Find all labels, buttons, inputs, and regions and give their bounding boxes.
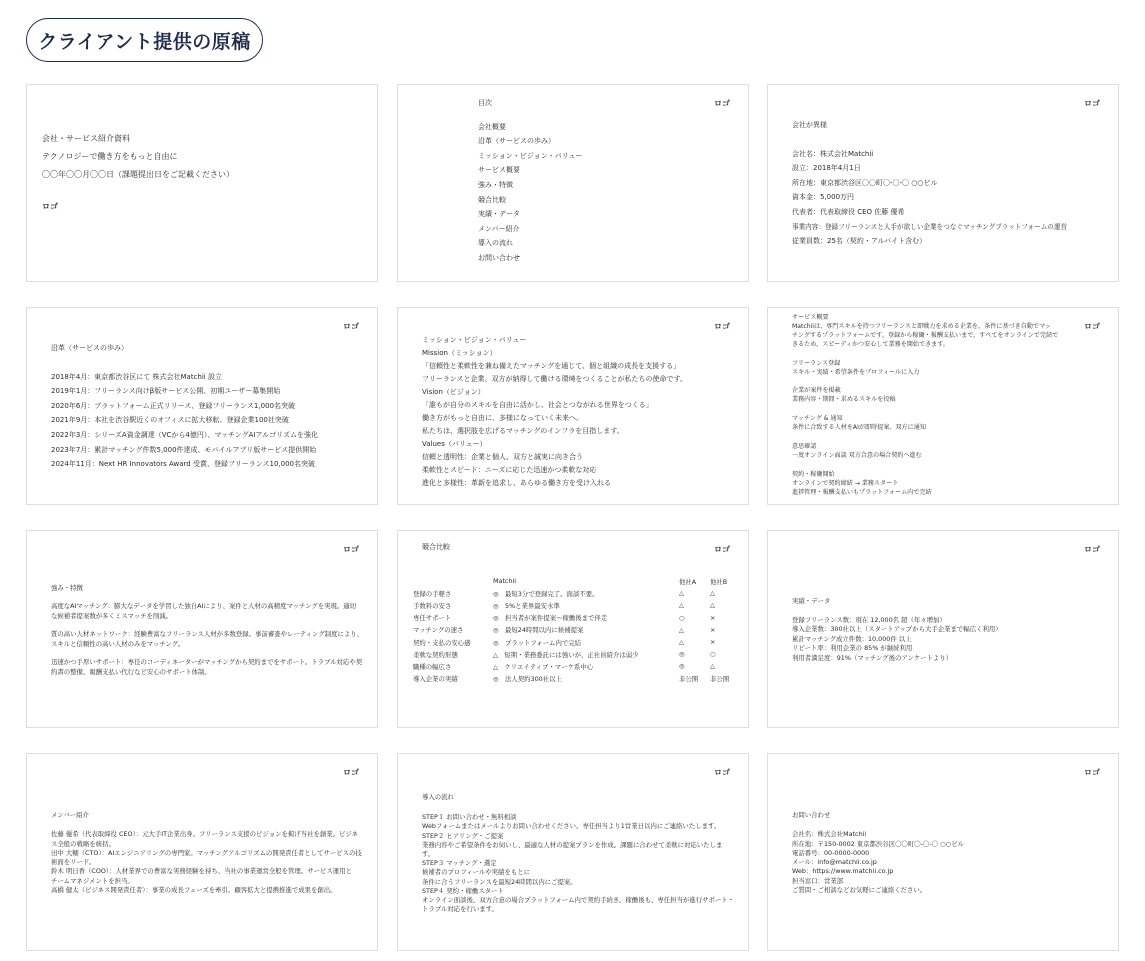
history-line: 2020年6月：プラットフォーム正式リリース、登録フリーランス1,000名突破 [51, 401, 295, 410]
company-line: 所在地：東京都渋谷区〇〇町〇-〇-〇 ○○ビル [792, 178, 938, 187]
contact-line: メール：info@matchii.co.jp [792, 858, 877, 867]
history-line: 2018年4月：東京都渋谷区にて 株式会社Matchii 設立 [51, 372, 222, 381]
toc-item: メンバー紹介 [478, 224, 520, 233]
contact-line: Web：https://www.matchii.co.jp [792, 867, 894, 876]
mvv-line: Vision（ビジョン） [422, 388, 485, 396]
results-line: リピート率：利用企業の 85% が継続利用 [792, 644, 913, 653]
history-line: 2023年7月：累計マッチング件数5,000件達成、モバイルアプリ版サービス提供開始 [51, 445, 317, 454]
results-line: 利用者満足度：91%（マッチング後のアンケートより） [792, 653, 953, 662]
service-intro: きるため、スピーディかつ安心して業務を開始できます。 [792, 340, 949, 348]
table-header: Matchii 他社A 他社B [493, 577, 728, 586]
member-line: 術面をリード。 [51, 858, 96, 867]
table-row: 手数料の安さ ◎ 5%と業界最安水準 △ △ [413, 601, 715, 610]
results-line: 導入企業数：300社以上（スタートアップから大手企業まで幅広く利用） [792, 625, 1002, 634]
slide-contact [767, 753, 1119, 951]
members-heading: メンバー紹介 [51, 811, 89, 819]
service-step-title: 企業が案件を掲載 [792, 387, 841, 395]
service-step-desc: スキル・実績・希望条件をプロフィールに入力 [792, 368, 920, 376]
contact-line: 担当窓口：営業部 [792, 876, 844, 885]
mvv-line: Values（バリュー） [422, 440, 487, 448]
company-line: 代表者：代表取締役 CEO 佐藤 優希 [792, 207, 905, 216]
company-line: 会社名：株式会社Matchii [792, 149, 874, 158]
slide-logo: ロゴ [1084, 545, 1100, 554]
company-line: 設立：2018年4月1日 [792, 164, 861, 173]
service-intro: チングするプラットフォームです。登録から稼働・報酬支払いまで、すべてをオンラインで完結で [792, 331, 1059, 339]
mvv-line: 柔軟性とスピード：ニーズに応じた迅速かつ柔軟な対応 [422, 466, 597, 474]
flow-line: す。 [422, 850, 435, 859]
member-line: 鈴木 明日香（COO）：人材業界での豊富な実務経験を持ち、当社の事業運営全般を管理。サービス運用と [51, 867, 352, 876]
service-step-title: 契約・稼働開始 [792, 470, 835, 478]
page-title: クライアント提供の原稿 [26, 18, 263, 62]
toc-item: 導入の流れ [478, 239, 513, 248]
strength-line: 迅速かつ手厚いサポート：専任のコーディネーターがマッチングから契約までをサポート。トラブル対応や契 [51, 658, 363, 666]
mvv-line: 信頼と透明性：企業と個人、双方と誠実に向き合う [422, 453, 583, 461]
company-line: 資本金：5,000万円 [792, 193, 855, 202]
toc-item: ミッション・ビジョン・バリュー [478, 151, 583, 160]
toc-item: 競合比較 [478, 195, 506, 204]
flow-line: STEP２ ヒアリング・ご提案 [422, 831, 504, 840]
table-row: 契約・支払の安心感 ◎ プラットフォーム内で完結 △ × [413, 638, 716, 647]
service-step-desc: 業務内容・期間・求めるスキルを投稿 [792, 396, 896, 404]
mvv-line: 働き方がもっと自由に、多様になっていく未来へ。 [422, 414, 583, 422]
strength-line: スキルと信頼性の高い人材のみをマッチング。 [51, 640, 185, 648]
mvv-line: 進化と多様性：革新を追求し、あらゆる働き方を受け入れる [422, 479, 611, 487]
table-row: 専任サポート ◎ 担当者が案件提案〜稼働後まで伴走 ○ × [413, 613, 716, 623]
toc-item: サービス概要 [478, 166, 520, 175]
flow-line: 業務内容やご希望条件をお伺いし、最適な人材の提案プランを作成。課題に合わせて柔軟に対応いたしま [422, 840, 723, 849]
slide-strengths [26, 530, 378, 728]
toc-item: 会社概要 [478, 122, 506, 131]
company-line: 事業内容：登録フリーランスと人手が欲しい企業をつなぐマッチングプラットフォームの運営 [792, 222, 1068, 231]
flow-line: STEP１ お問い合わせ・無料相談 [422, 813, 517, 822]
slide-logo: ロゴ [714, 768, 730, 777]
strength-line: 約書の整備、報酬支払い代行など安心のサポート体制。 [51, 668, 211, 676]
flow-line: Webフォームまたはメールよりお問い合わせください。専任担当より1営業日以内にご連絡いたします。 [422, 822, 721, 831]
history-heading: 沿革（サービスの歩み） [51, 344, 128, 352]
slide-logo: ロゴ [1084, 99, 1100, 108]
company-heading: 会社が異様 [792, 121, 827, 129]
member-line: チームマネジメントを担当。 [51, 876, 134, 885]
history-line: 2022年3月：シリーズA資金調達（VCから4億円）、マッチングAIアルゴリズムを強化 [51, 430, 318, 439]
strengths-heading: 強み・特徴 [51, 584, 83, 592]
strength-line: 高度なAIマッチング：膨大なデータを学習した独自AIにより、案件と人材の高精度マッチングを実現。適切 [51, 602, 357, 610]
service-step-title: フリーランス登録 [792, 359, 841, 367]
slide-logo: ロゴ [1084, 768, 1100, 777]
mvv-line: ミッション・ビジョン・バリュー [422, 336, 527, 344]
mvv-line: 「誰もが自分のスキルを自由に活かし、社会とつながれる世界をつくる」 [422, 401, 653, 409]
mvv-line: Mission（ミッション） [422, 349, 497, 357]
slide-comparison [397, 530, 749, 728]
contact-line: 会社名：株式会社Matchii [792, 830, 867, 839]
flow-line: 条件に合うフリーランスを最短24時間以内にご提案。 [422, 877, 577, 886]
mvv-line: 私たちは、選択肢を広げるマッチングのインフラを目指します。 [422, 427, 624, 435]
service-step-desc: 条件に合致する人材をAIが即時提案、双方に通知 [792, 424, 926, 432]
comparison-heading: 競合比較 [422, 543, 450, 551]
slide-results [767, 530, 1119, 728]
table-row: 導入企業の実績 ◎ 法人契約300社以上 非公開 非公開 [413, 675, 730, 684]
member-line: 佐藤 優希（代表取締役 CEO）：元大手IT企業出身。フリーランス支援のビジョンを掲げ当社を創業。ビジネ [51, 830, 358, 839]
contact-heading: お問い合わせ [792, 811, 831, 819]
comparison-table [413, 575, 740, 685]
toc-item: 強み・特徴 [478, 180, 513, 189]
slide-logo: ロゴ [343, 768, 359, 777]
service-heading: サービス概要 [792, 314, 829, 321]
results-heading: 実績・データ [792, 597, 831, 605]
history-line: 2021年9月：本社を渋谷駅近くのオフィスに拡大移転、登録企業100社突破 [51, 416, 289, 425]
table-row: 登録の手軽さ ◎ 最短3分で登録完了。面談不要。 △ △ [413, 589, 715, 598]
flow-line: 候補者のプロフィールや実績をもとに [422, 868, 530, 877]
flow-line: トラブル対応を行います。 [422, 905, 498, 914]
slide-logo: ロゴ [714, 545, 730, 554]
flow-heading: 導入の流れ [422, 793, 454, 801]
contact-line: ご質問・ご相談などお気軽にご連絡ください。 [792, 886, 927, 895]
toc-item: 沿革（サービスの歩み） [478, 137, 555, 146]
slide-logo: ロゴ [714, 99, 730, 108]
service-step-desc: オンラインで契約締結 → 業務スタート [792, 479, 899, 487]
strength-line: な候補者提案数が多くミスマッチを削減。 [51, 612, 173, 620]
strength-line: 質の高い人材ネットワーク：経験豊富なフリーランス人材が多数登録。事前審査やレーティング制度により、 [51, 630, 364, 638]
contact-line: 所在地：〒150-0002 東京都渋谷区〇〇町〇-〇-〇 ○○ビル [792, 839, 965, 848]
flow-line: STEP４ 契約・稼働スタート [422, 886, 504, 895]
company-line: 従業員数：25名（契約・アルバイト含む） [792, 237, 927, 246]
slide-logo: ロゴ [343, 322, 359, 331]
cover-date: 〇〇年〇〇月〇〇日（課題提出日をご記載ください） [42, 170, 234, 179]
toc-item: お問い合わせ [478, 253, 520, 262]
mvv-line: フリーランスと企業、双方が納得して働ける環境をつくることが私たちの使命です。 [422, 375, 687, 383]
results-line: 登録フリーランス数：現在 12,000名 超（年々増加） [792, 615, 946, 624]
slide-members [26, 753, 378, 951]
cover-subtitle: テクノロジーで働き方をもっと自由に [42, 152, 178, 161]
results-line: 累計マッチング成立件数：10,000件 以上 [792, 634, 912, 643]
flow-line: オンライン面談後、双方合意の場合プラットフォーム内で契約手続き。稼働後も、専任担当が進行サポート・ [422, 896, 735, 905]
slide-logo: ロゴ [1084, 322, 1100, 331]
slide-service [767, 307, 1119, 505]
cover-title: 会社・サービス紹介資料 [42, 134, 130, 143]
member-line: ス全般の戦略を統括。 [51, 839, 115, 848]
table-row: マッチングの速さ ◎ 最短24時間以内に候補提案 △ × [413, 625, 716, 635]
slide-logo: ロゴ [343, 545, 359, 554]
contact-line: 電話番号：00-0000-0000 [792, 848, 870, 857]
service-step-desc: 一度オンライン面談 双方合意の場合契約へ進む [792, 451, 922, 459]
flow-line: STEP３ マッチング・選定 [422, 859, 497, 868]
slide-cover [26, 84, 378, 282]
toc-item: 実績・データ [478, 210, 520, 219]
history-line: 2024年11月：Next HR Innovators Award 受賞、登録フリーランス10,000名突破 [51, 460, 315, 469]
slide-mission [397, 307, 749, 505]
slide-company [767, 84, 1119, 282]
member-line: 高橋 健太（ビジネス開発責任者）：事業の成長フェーズを牽引。顧客拡大と提携推進で成果を創出。 [51, 886, 337, 895]
slide-history [26, 307, 378, 505]
slide-flow [397, 753, 749, 951]
history-line: 2019年1月：フリーランス向けβ版サービス公開、初期ユーザー募集開始 [51, 387, 281, 396]
table-row: 柔軟な契約形態 △ 短期・業務委託には強いが、正社員紹介は弱少 ◎ ○ [413, 650, 716, 659]
service-step-title: 意思確認 [792, 443, 817, 451]
cover-logo: ロゴ [42, 202, 58, 211]
table-row: 職種の幅広さ △ クリエイティブ・マーケ系中心 ◎ △ [413, 662, 715, 671]
member-line: 田中 大輔（CTO）：AIエンジニアリングの専門家。マッチングアルゴリズムの開発責任者としてサービスの技 [51, 848, 362, 857]
slide-toc [397, 84, 749, 282]
toc-heading: 目次 [478, 99, 492, 107]
mvv-line: 「信頼性と柔軟性を兼ね備えたマッチングを通じて、個と組織の成長を支援する」 [422, 362, 681, 370]
service-intro: Matchiiは、専門スキルを持つフリーランスと即戦力を求める企業を、条件に基づき自動でマッ [792, 322, 1051, 330]
service-step-title: マッチング & 通知 [792, 415, 843, 423]
service-last: 進捗管理・報酬支払いもプラットフォーム内で完結 [792, 488, 932, 496]
slide-logo: ロゴ [714, 322, 730, 331]
